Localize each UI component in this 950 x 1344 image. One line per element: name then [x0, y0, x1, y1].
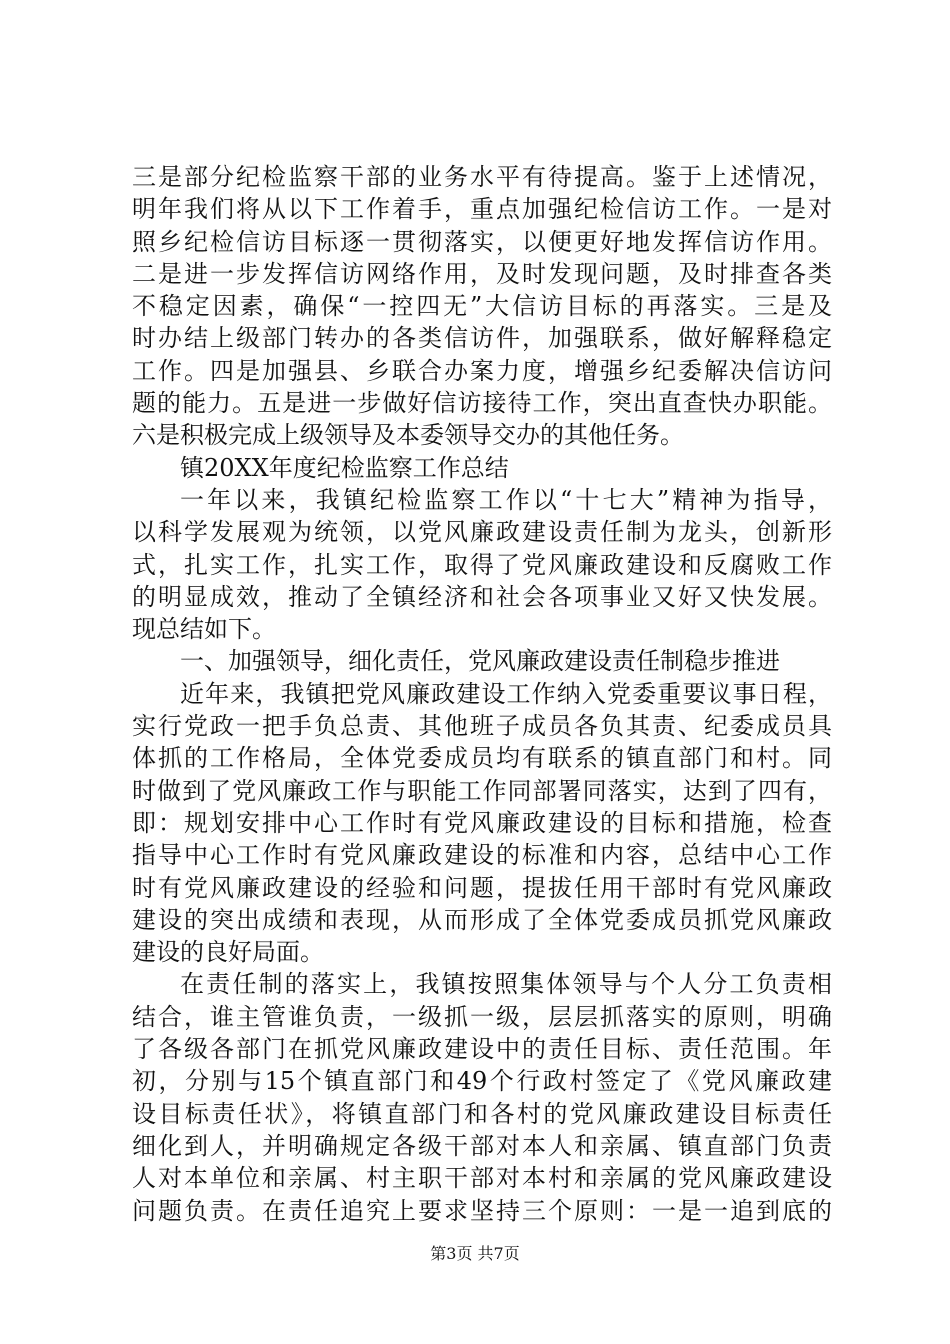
- text-line: 题的能力。五是进一步做好信访接待工作，突出直查快办职能。: [132, 389, 832, 418]
- page-number-footer: 第3页 共7页: [430, 1244, 520, 1263]
- text-line: 二是进一步发挥信访网络作用，及时发现问题，及时排查各类: [132, 259, 832, 288]
- text-line: 不稳定因素，确保“一控四无”大信访目标的再落实。三是及: [132, 292, 832, 321]
- text-line: 工作。四是加强县、乡联合办案力度，增强乡纪委解决信访问: [132, 356, 832, 385]
- text-line: 指导中心工作时有党风廉政建设的标准和内容，总结中心工作: [132, 841, 832, 870]
- text-line: 设目标责任状》，将镇直部门和各村的党风廉政建设目标责任: [132, 1099, 832, 1128]
- text-line: 一年以来，我镇纪检监察工作以“十七大”精神为指导，: [180, 485, 832, 514]
- text-line: 近年来，我镇把党风廉政建设工作纳入党委重要议事日程，: [180, 679, 832, 708]
- text-line: 照乡纪检信访目标逐一贯彻落实，以便更好地发挥信访作用。: [132, 227, 832, 256]
- document-title: 镇20XX年度纪检监察工作总结: [180, 453, 509, 482]
- text-line: 式，扎实工作，扎实工作，取得了党风廉政建设和反腐败工作: [132, 550, 832, 579]
- text-line: 六是积极完成上级领导及本委领导交办的其他任务。: [132, 421, 684, 450]
- text-line: 明年我们将从以下工作着手，重点加强纪检信访工作。一是对: [132, 195, 832, 224]
- text-line: 的明显成效，推动了全镇经济和社会各项事业又好又快发展。: [132, 582, 832, 611]
- text-line: 在责任制的落实上，我镇按照集体领导与个人分工负责相: [180, 970, 832, 999]
- text-line: 人对本单位和亲属、村主职干部对本村和亲属的党风廉政建设: [132, 1164, 832, 1193]
- text-line: 实行党政一把手负总责、其他班子成员各负其责、纪委成员具: [132, 712, 832, 741]
- text-line: 时做到了党风廉政工作与职能工作同部署同落实，达到了四有，: [132, 776, 832, 805]
- text-line: 时办结上级部门转办的各类信访件，加强联系，做好解释稳定: [132, 324, 832, 353]
- section-heading: 一、加强领导，细化责任，党风廉政建设责任制稳步推进: [180, 647, 780, 676]
- text-line: 建设的良好局面。: [132, 938, 324, 967]
- text-line: 时有党风廉政建设的经验和问题，提拔任用干部时有党风廉政: [132, 873, 832, 902]
- text-line: 初，分别与15个镇直部门和49个行政村签定了《党风廉政建: [132, 1067, 832, 1096]
- text-line: 体抓的工作格局，全体党委成员均有联系的镇直部门和村。同: [132, 744, 832, 773]
- text-line: 以科学发展观为统领，以党风廉政建设责任制为龙头，创新形: [132, 518, 832, 547]
- text-line: 现总结如下。: [132, 615, 276, 644]
- text-line: 即：规划安排中心工作时有党风廉政建设的目标和措施，检查: [132, 808, 832, 837]
- text-line: 结合，谁主管谁负责，一级抓一级，层层抓落实的原则，明确: [132, 1002, 832, 1031]
- text-line: 三是部分纪检监察干部的业务水平有待提高。鉴于上述情况，: [132, 163, 832, 191]
- text-line: 了各级各部门在抓党风廉政建设中的责任目标、责任范围。年: [132, 1035, 832, 1064]
- document-body: [132, 161, 832, 1227]
- text-line: 问题负责。在责任追究上要求坚持三个原则：一是一追到底的: [132, 1196, 832, 1225]
- text-line: 建设的突出成绩和表现，从而形成了全体党委成员抓党风廉政: [132, 905, 832, 934]
- text-line: 细化到人，并明确规定各级干部对本人和亲属、镇直部门负责: [132, 1131, 832, 1160]
